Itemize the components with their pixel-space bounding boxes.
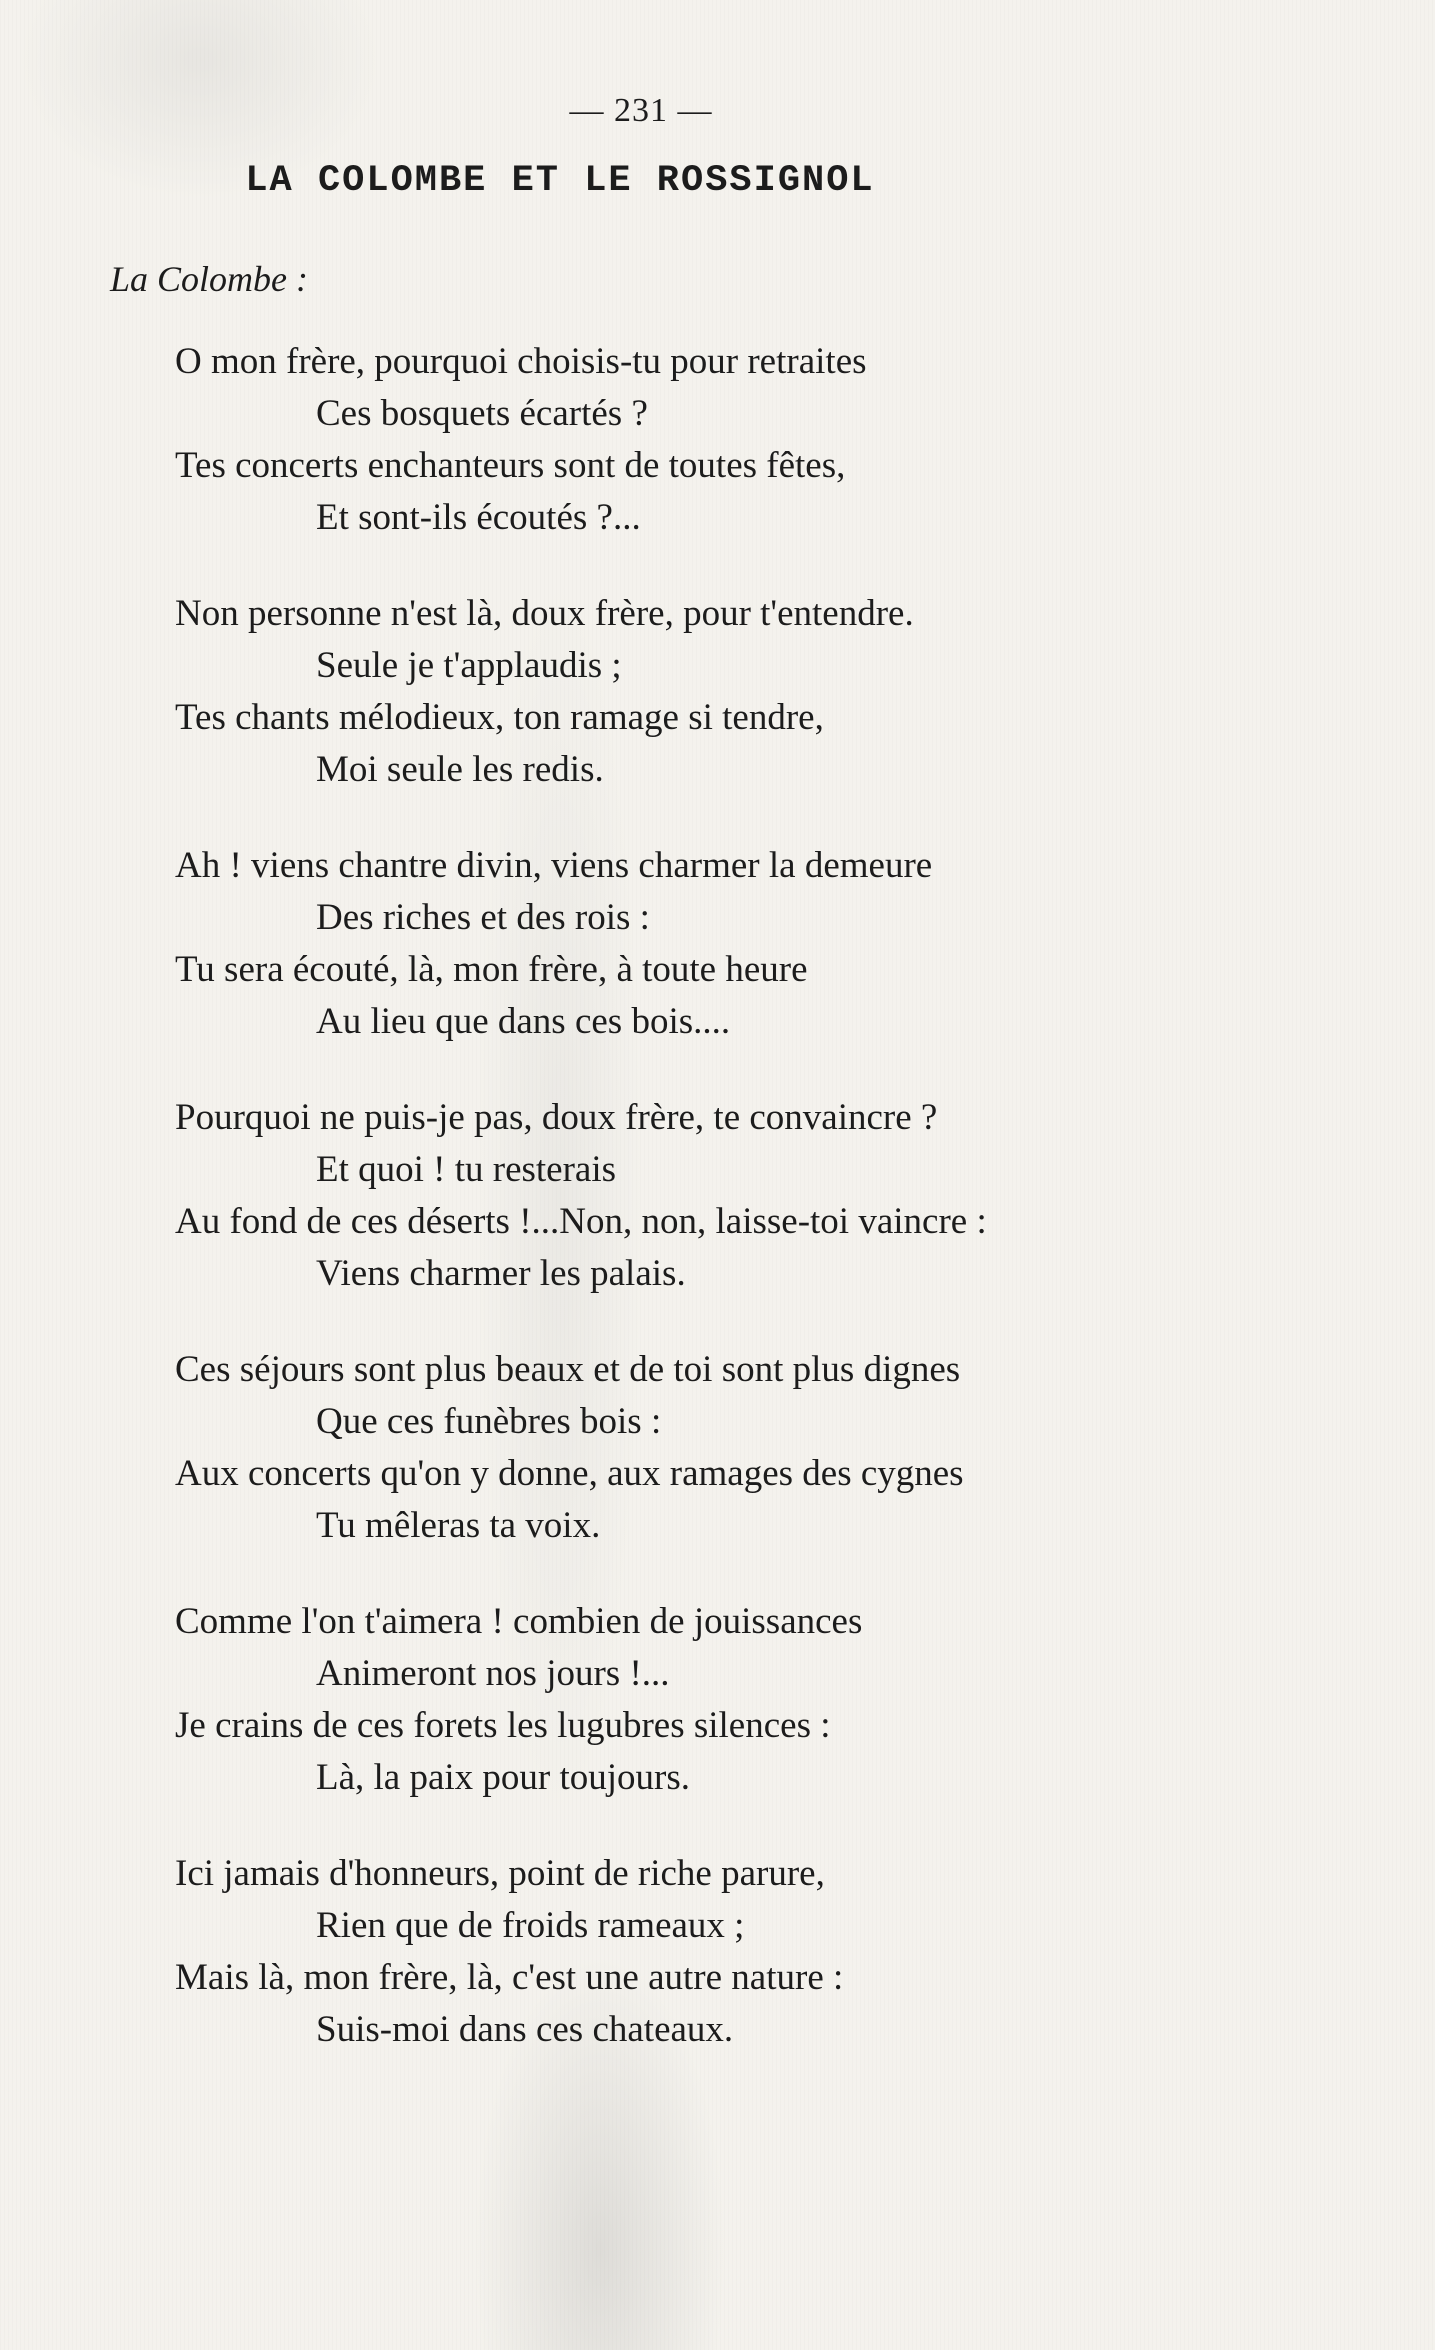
verse-line: Et quoi ! tu resterais [316,1149,617,1190]
verse-line: Viens charmer les palais. [316,1253,686,1294]
stanza-6 [0,1596,1435,1804]
poem-title: LA COLOMBE ET LE ROSSIGNOL [245,160,875,202]
poem-body [0,336,1435,2100]
speaker-label: La Colombe : [110,259,308,299]
verse-line: Animeront nos jours !... [316,1653,670,1694]
stanza-4 [0,1092,1435,1300]
verse-line: Tes concerts enchanteurs sont de toutes fêtes, [175,445,846,486]
stanza-3 [0,840,1435,1048]
stanza-1 [0,336,1435,544]
verse-line: Ces séjours sont plus beaux et de toi sont plus dignes [175,1349,961,1390]
verse-line: Au lieu que dans ces bois.... [316,1001,731,1042]
verse-line: Mais là, mon frère, là, c'est une autre nature : [175,1957,844,1998]
verse-line: Là, la paix pour toujours. [316,1757,691,1798]
verse-line: Non personne n'est là, doux frère, pour t'entendre. [175,593,914,634]
verse-line: Pourquoi ne puis-je pas, doux frère, te convaincre ? [175,1097,938,1138]
verse-line: Ici jamais d'honneurs, point de riche parure, [175,1853,825,1894]
stanza-7 [0,1848,1435,2056]
verse-line: Rien que de froids rameaux ; [316,1905,745,1946]
verse-line: Des riches et des rois : [316,897,650,938]
verse-line: Tu mêleras ta voix. [316,1505,601,1546]
verse-line: Tes chants mélodieux, ton ramage si tendre, [175,697,824,738]
verse-line: Seule je t'applaudis ; [316,645,622,686]
verse-line: Moi seule les redis. [316,749,604,790]
stanza-2 [0,588,1435,796]
stanza-5 [0,1344,1435,1552]
verse-line: Ah ! viens chantre divin, viens charmer la demeure [175,845,933,886]
verse-line: Que ces funèbres bois : [316,1401,662,1442]
verse-line: Aux concerts qu'on y donne, aux ramages des cygnes [175,1453,964,1494]
verse-line: Je crains de ces forets les lugubres silences : [175,1705,831,1746]
verse-line: Comme l'on t'aimera ! combien de jouissances [175,1601,863,1642]
verse-line: Ces bosquets écartés ? [316,393,648,434]
page-number: — 231 — [569,92,713,129]
verse-line: Suis-moi dans ces chateaux. [316,2009,734,2050]
verse-line: Et sont-ils écoutés ?... [316,497,641,538]
verse-line: O mon frère, pourquoi choisis-tu pour retraites [175,341,867,382]
verse-line: Au fond de ces déserts !...Non, non, laisse-toi vaincre : [175,1201,987,1242]
verse-line: Tu sera écouté, là, mon frère, à toute heure [175,949,808,990]
